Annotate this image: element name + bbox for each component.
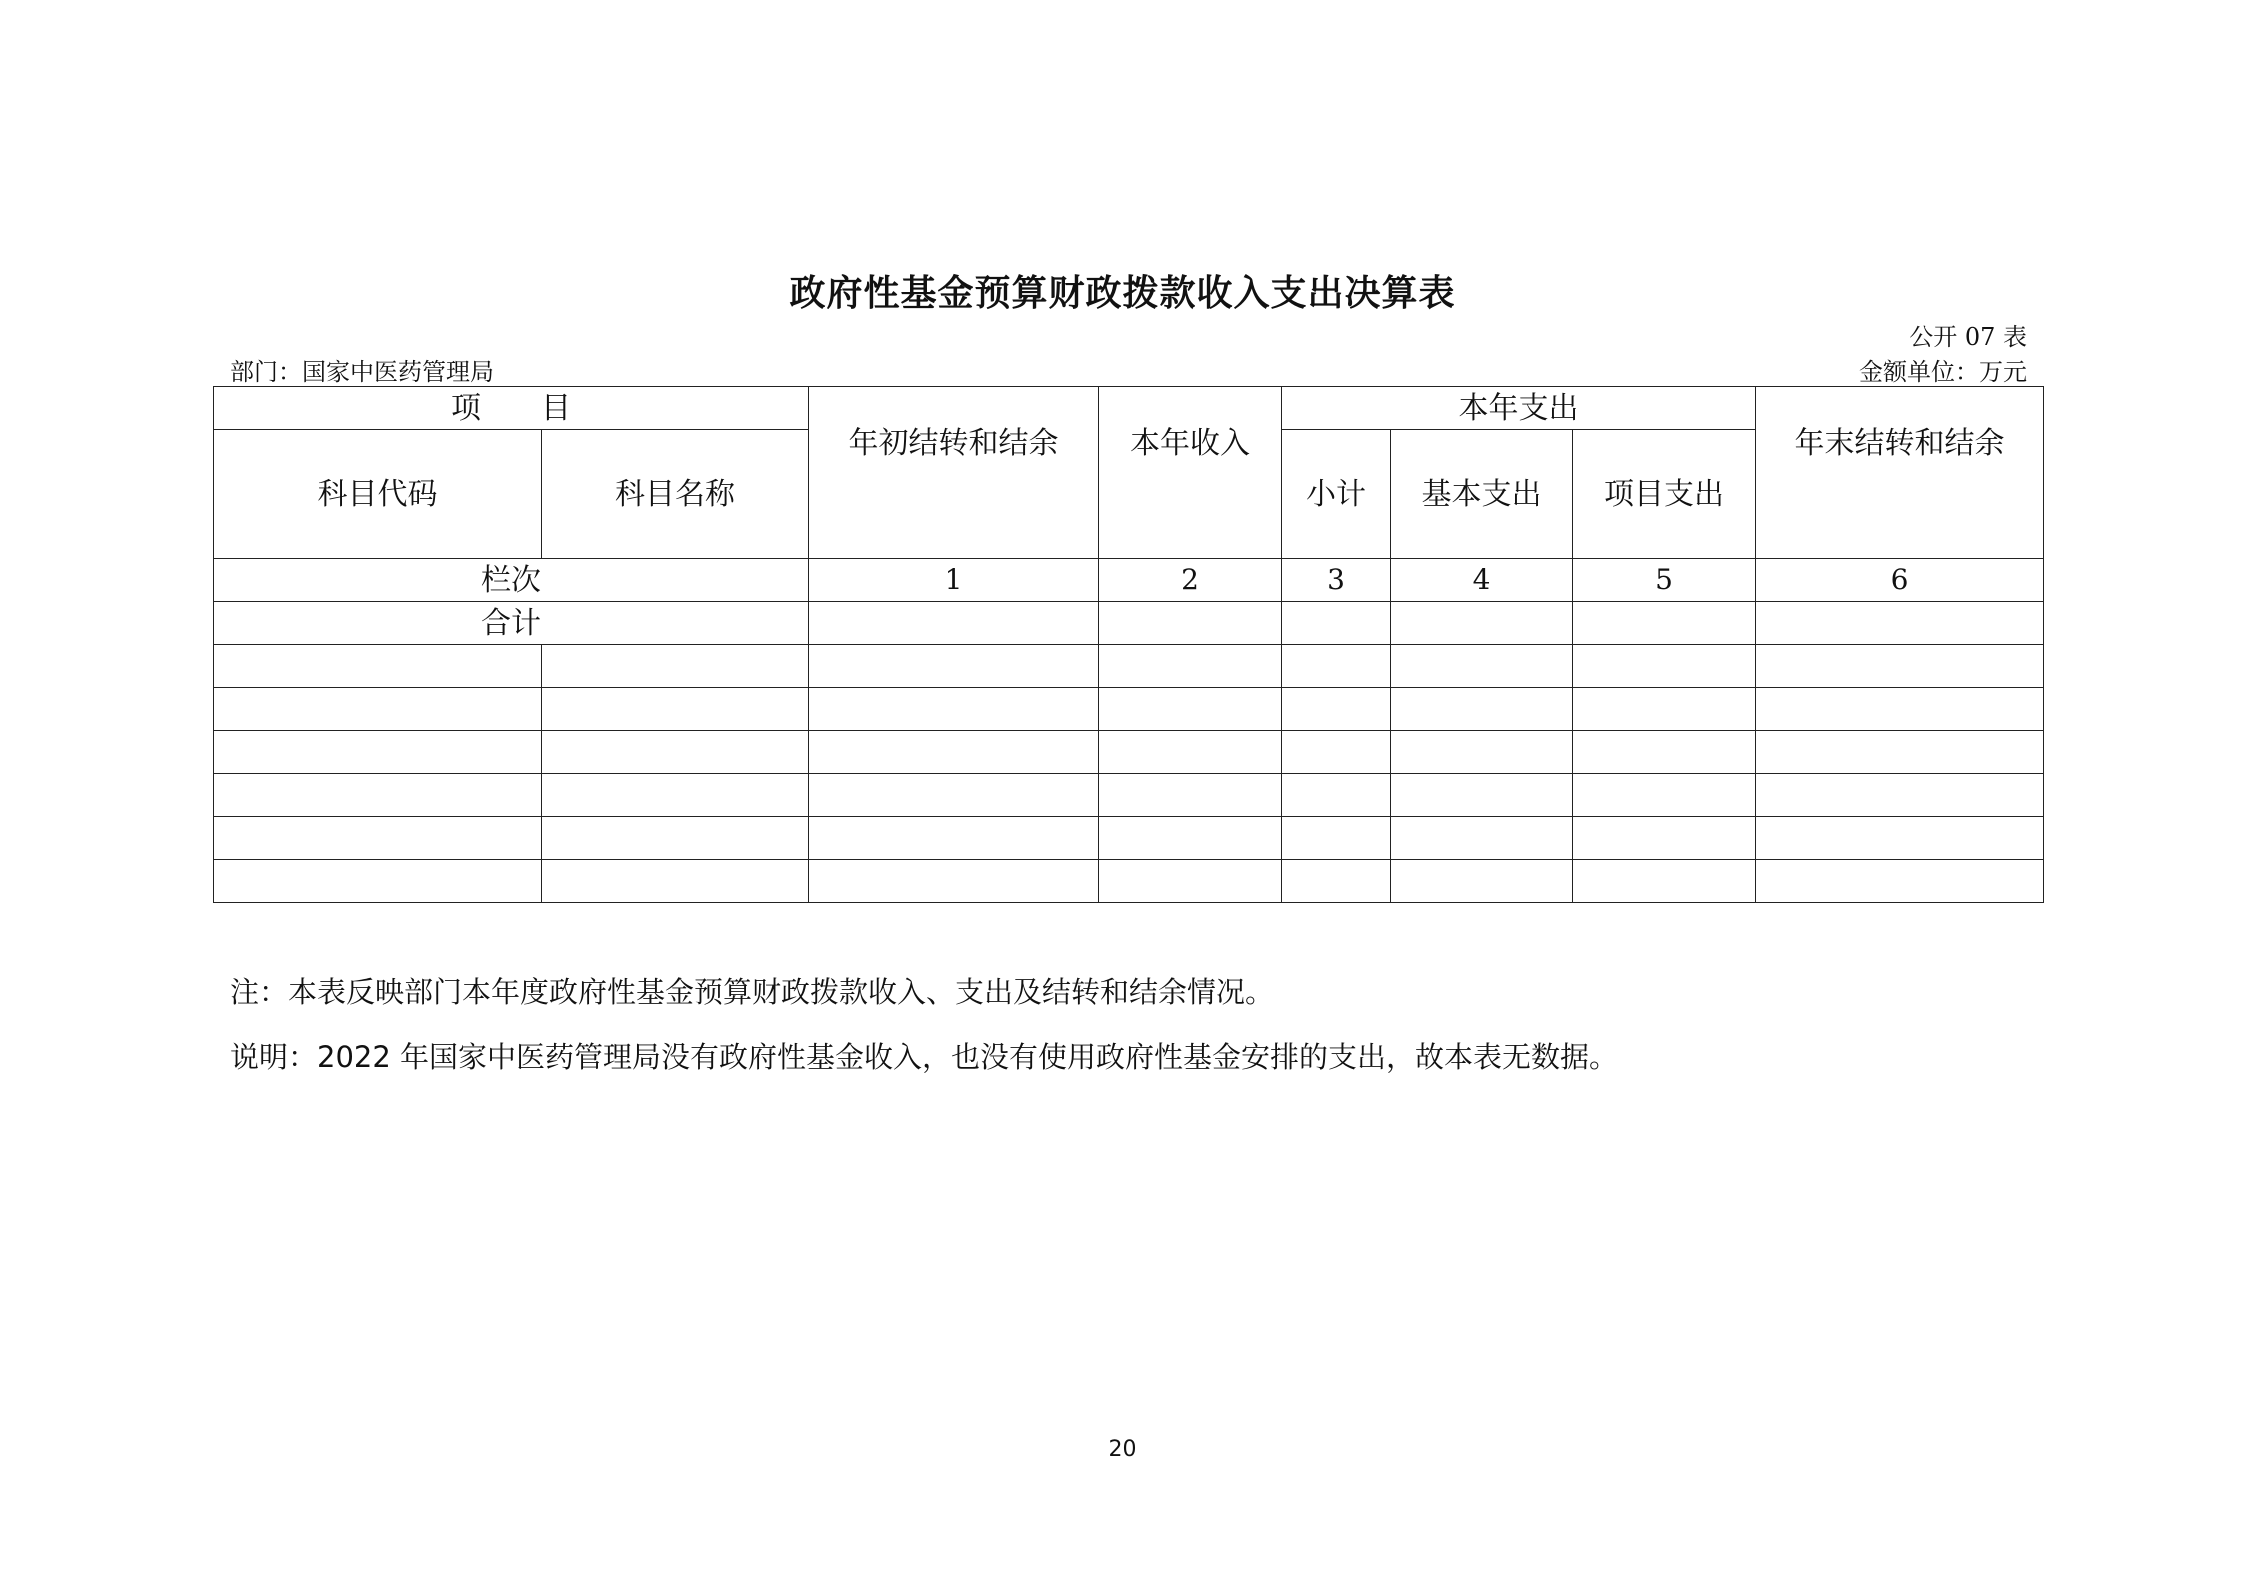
- table-cell: [809, 645, 1099, 688]
- table-cell: [542, 688, 809, 731]
- total-label: 合计: [214, 602, 809, 645]
- table-row: [214, 731, 2044, 774]
- table-cell: [542, 645, 809, 688]
- table-cell: [214, 688, 542, 731]
- table-cell: [809, 602, 1099, 645]
- table-cell: [1573, 774, 1756, 817]
- table-cell: [1282, 602, 1391, 645]
- table-cell: [1756, 602, 2044, 645]
- table-cell: [1099, 774, 1282, 817]
- table-note: 注：本表反映部门本年度政府性基金预算财政拨款收入、支出及结转和结余情况。: [230, 975, 1275, 1009]
- table-cell: [1099, 688, 1282, 731]
- budget-table: [213, 386, 2044, 903]
- amount-unit-label: 金额单位：万元: [1859, 358, 2027, 386]
- table-cell: [1282, 817, 1391, 860]
- table-cell: [1099, 817, 1282, 860]
- column-number: 6: [1756, 559, 2044, 602]
- table-cell: [1391, 817, 1573, 860]
- header-project: 项目支出: [1573, 430, 1756, 559]
- table-cell: [1282, 774, 1391, 817]
- department-label: 部门：国家中医药管理局: [230, 358, 494, 386]
- header-row-1: [214, 387, 2044, 430]
- table-row: [214, 688, 2044, 731]
- table-cell: [214, 817, 542, 860]
- table-cell: [1391, 774, 1573, 817]
- header-begin-balance: 年初结转和结余: [809, 387, 1099, 559]
- table-cell: [1099, 602, 1282, 645]
- table-cell: [809, 731, 1099, 774]
- header-name: 科目名称: [542, 430, 809, 559]
- header-income: 本年收入: [1099, 387, 1282, 559]
- table-row: [214, 860, 2044, 903]
- table-row: [214, 645, 2044, 688]
- table-cell: [1099, 645, 1282, 688]
- table-cell: [1756, 731, 2044, 774]
- column-number: 3: [1282, 559, 1391, 602]
- table-cell: [1282, 645, 1391, 688]
- page-number: 20: [1108, 1437, 1137, 1462]
- header-code: 科目代码: [214, 430, 542, 559]
- table-cell: [809, 817, 1099, 860]
- table-cell: [1282, 860, 1391, 903]
- table-cell: [809, 688, 1099, 731]
- column-number: 2: [1099, 559, 1282, 602]
- total-row: [214, 602, 2044, 645]
- table-cell: [1573, 817, 1756, 860]
- table-cell: [1756, 688, 2044, 731]
- table-cell: [1756, 860, 2044, 903]
- header-end-balance: 年末结转和结余: [1756, 387, 2044, 559]
- table-cell: [214, 774, 542, 817]
- table-cell: [1573, 645, 1756, 688]
- table-cell: [1573, 860, 1756, 903]
- table-cell: [214, 645, 542, 688]
- table-cell: [1756, 774, 2044, 817]
- table-cell: [542, 731, 809, 774]
- table-cell: [1391, 860, 1573, 903]
- column-number: 1: [809, 559, 1099, 602]
- header-subtotal: 小计: [1282, 430, 1391, 559]
- table-cell: [1282, 731, 1391, 774]
- table-cell: [542, 860, 809, 903]
- column-number: 4: [1391, 559, 1573, 602]
- table-cell: [1756, 645, 2044, 688]
- table-cell: [1391, 602, 1573, 645]
- table-cell: [1573, 731, 1756, 774]
- table-cell: [1099, 731, 1282, 774]
- table-cell: [1391, 645, 1573, 688]
- document-title: 政府性基金预算财政拨款收入支出决算表: [789, 272, 1456, 314]
- header-basic: 基本支出: [1391, 430, 1573, 559]
- table-cell: [1099, 860, 1282, 903]
- table-row: [214, 774, 2044, 817]
- table-cell: [542, 817, 809, 860]
- table-cell: [809, 774, 1099, 817]
- header-item: 项 目: [214, 387, 809, 430]
- table-cell: [1573, 602, 1756, 645]
- table-cell: [1282, 688, 1391, 731]
- table-cell: [1756, 817, 2044, 860]
- table-cell: [1391, 688, 1573, 731]
- column-number-row: [214, 559, 2044, 602]
- table-explanation: 说明：2022 年国家中医药管理局没有政府性基金收入，也没有使用政府性基金安排的支出，故本表无数据。: [230, 1040, 1619, 1074]
- table-cell: [214, 860, 542, 903]
- form-number: 公开 07 表: [1909, 323, 2027, 351]
- table-cell: [1391, 731, 1573, 774]
- table-row: [214, 817, 2044, 860]
- column-row-label: 栏次: [214, 559, 809, 602]
- header-expense-group: 本年支出: [1282, 387, 1756, 430]
- table-cell: [214, 731, 542, 774]
- table-cell: [542, 774, 809, 817]
- column-number: 5: [1573, 559, 1756, 602]
- table-cell: [809, 860, 1099, 903]
- table-cell: [1573, 688, 1756, 731]
